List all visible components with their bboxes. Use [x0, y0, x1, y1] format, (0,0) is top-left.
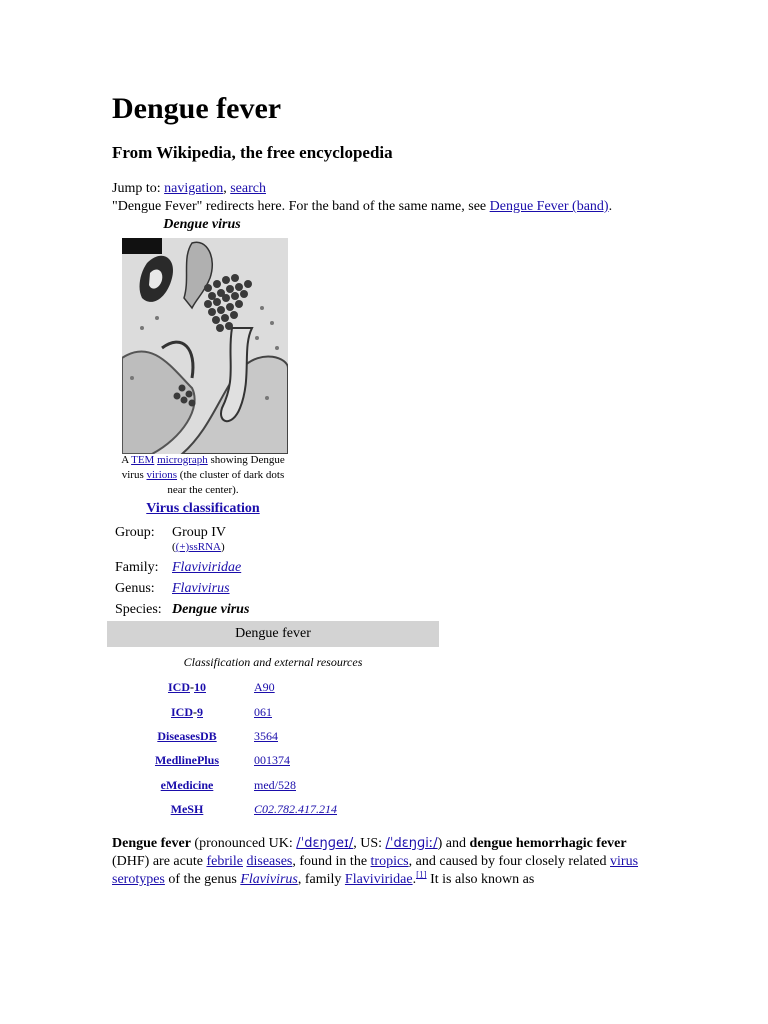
serotypes-link[interactable]: serotypes: [112, 872, 165, 887]
taxo-row-family: [115, 560, 241, 576]
medlineplus-link[interactable]: MedlinePlus: [154, 753, 219, 767]
code-value-link[interactable]: 061: [254, 705, 272, 719]
tem-link[interactable]: TEM: [131, 454, 155, 466]
redirect-text: "Dengue Fever" redirects here. For the band of the same name, see: [112, 199, 490, 214]
flavivirus-text-link[interactable]: Flavivirus: [240, 872, 298, 887]
taxo-label: Group:: [115, 525, 155, 540]
para-text: (DHF) are acute: [112, 854, 207, 869]
taxobox-title: Dengue virus: [163, 217, 241, 232]
micrograph-caption: [112, 453, 294, 498]
icd-link[interactable]: ICD: [167, 680, 190, 694]
diseases-link[interactable]: diseases: [246, 854, 293, 869]
disease-box-subheader: Classification and external resources: [183, 655, 363, 669]
flaviviridae-text-link[interactable]: Flaviviridae: [344, 872, 413, 887]
taxo-label: Species:: [115, 602, 162, 617]
virions-link[interactable]: virions: [146, 469, 178, 481]
icd10-link[interactable]: 10: [194, 680, 206, 694]
para-text: , US:: [353, 836, 386, 851]
dengue-fever-band-link[interactable]: Dengue Fever (band): [489, 199, 609, 214]
paren-open: (: [172, 541, 176, 553]
code-value-link[interactable]: 3564: [254, 729, 278, 743]
bold-term: Dengue fever: [112, 836, 191, 851]
bold-term: dengue hemorrhagic fever: [469, 836, 627, 851]
dash: -: [190, 680, 194, 694]
ipa-uk-link[interactable]: /ˈdɛŋɡeɪ/: [296, 836, 354, 851]
taxo-label: Genus:: [115, 581, 155, 596]
code-key: [107, 679, 267, 695]
jump-prefix: Jump to:: [112, 181, 165, 196]
mesh-link[interactable]: MeSH: [170, 802, 204, 816]
page-title: Dengue fever: [112, 92, 282, 125]
dash: -: [193, 705, 197, 719]
code-value-link[interactable]: A90: [254, 680, 275, 694]
para-text: (pronounced UK:: [190, 836, 297, 851]
icd9-link[interactable]: 9: [197, 705, 203, 719]
taxo-row-species: [115, 602, 249, 618]
jump-to-line: [112, 181, 266, 197]
group-subtype: [172, 541, 225, 554]
redirect-note: [112, 199, 612, 215]
ipa-us-link[interactable]: /ˈdɛŋɡiː/: [385, 836, 438, 851]
search-link[interactable]: search: [230, 181, 266, 196]
emedicine-link[interactable]: eMedicine: [160, 778, 214, 792]
virus-classification-link[interactable]: Virus classification: [146, 501, 260, 516]
intro-paragraph: [112, 835, 660, 889]
page-subtitle: From Wikipedia, the free encyclopedia: [112, 143, 393, 162]
code-value-link[interactable]: C02.782.417.214: [254, 802, 338, 816]
para-text: , found in the: [292, 854, 371, 869]
flavivirus-link[interactable]: Flavivirus: [172, 581, 230, 596]
disease-box-header: Dengue fever: [107, 621, 439, 647]
icd-link[interactable]: ICD: [170, 705, 193, 719]
virus-link[interactable]: virus: [610, 854, 639, 869]
ssrna-link[interactable]: (+)ssRNA: [175, 541, 221, 553]
micrograph-link[interactable]: micrograph: [157, 454, 208, 466]
para-text: .: [412, 872, 417, 887]
para-text: of the genus: [164, 872, 241, 887]
taxo-value: Dengue virus: [172, 602, 250, 617]
para-text: , and caused by four closely related: [408, 854, 611, 869]
taxo-value: Group IV: [172, 525, 227, 540]
code-value-link[interactable]: med/528: [254, 778, 296, 792]
caption-text-showing: showing Dengue virus: [121, 454, 285, 481]
taxo-label: Family:: [115, 560, 159, 575]
caption-text-a: A: [121, 454, 132, 466]
caption-text-rest: (the cluster of dark dots near the center).: [167, 469, 285, 496]
code-key: [107, 704, 267, 720]
taxo-row-genus: [115, 581, 230, 597]
navigation-link[interactable]: navigation: [164, 181, 224, 196]
paren-close: ): [221, 541, 225, 553]
febrile-link[interactable]: febrile: [206, 854, 243, 869]
para-text: It is also known as: [426, 872, 535, 887]
diseasesdb-link[interactable]: DiseasesDB: [157, 729, 217, 743]
para-text: ) and: [437, 836, 470, 851]
code-value-link[interactable]: 001374: [254, 753, 290, 767]
para-text: , family: [297, 872, 345, 887]
jump-separator: ,: [223, 181, 231, 196]
redirect-end: .: [608, 199, 613, 214]
flaviviridae-link[interactable]: Flaviviridae: [172, 560, 242, 575]
taxo-row-group: [115, 525, 226, 541]
tem-micrograph-image[interactable]: [122, 238, 288, 454]
tropics-link[interactable]: tropics: [370, 854, 409, 869]
reference-1-link[interactable]: [1]: [416, 869, 427, 880]
